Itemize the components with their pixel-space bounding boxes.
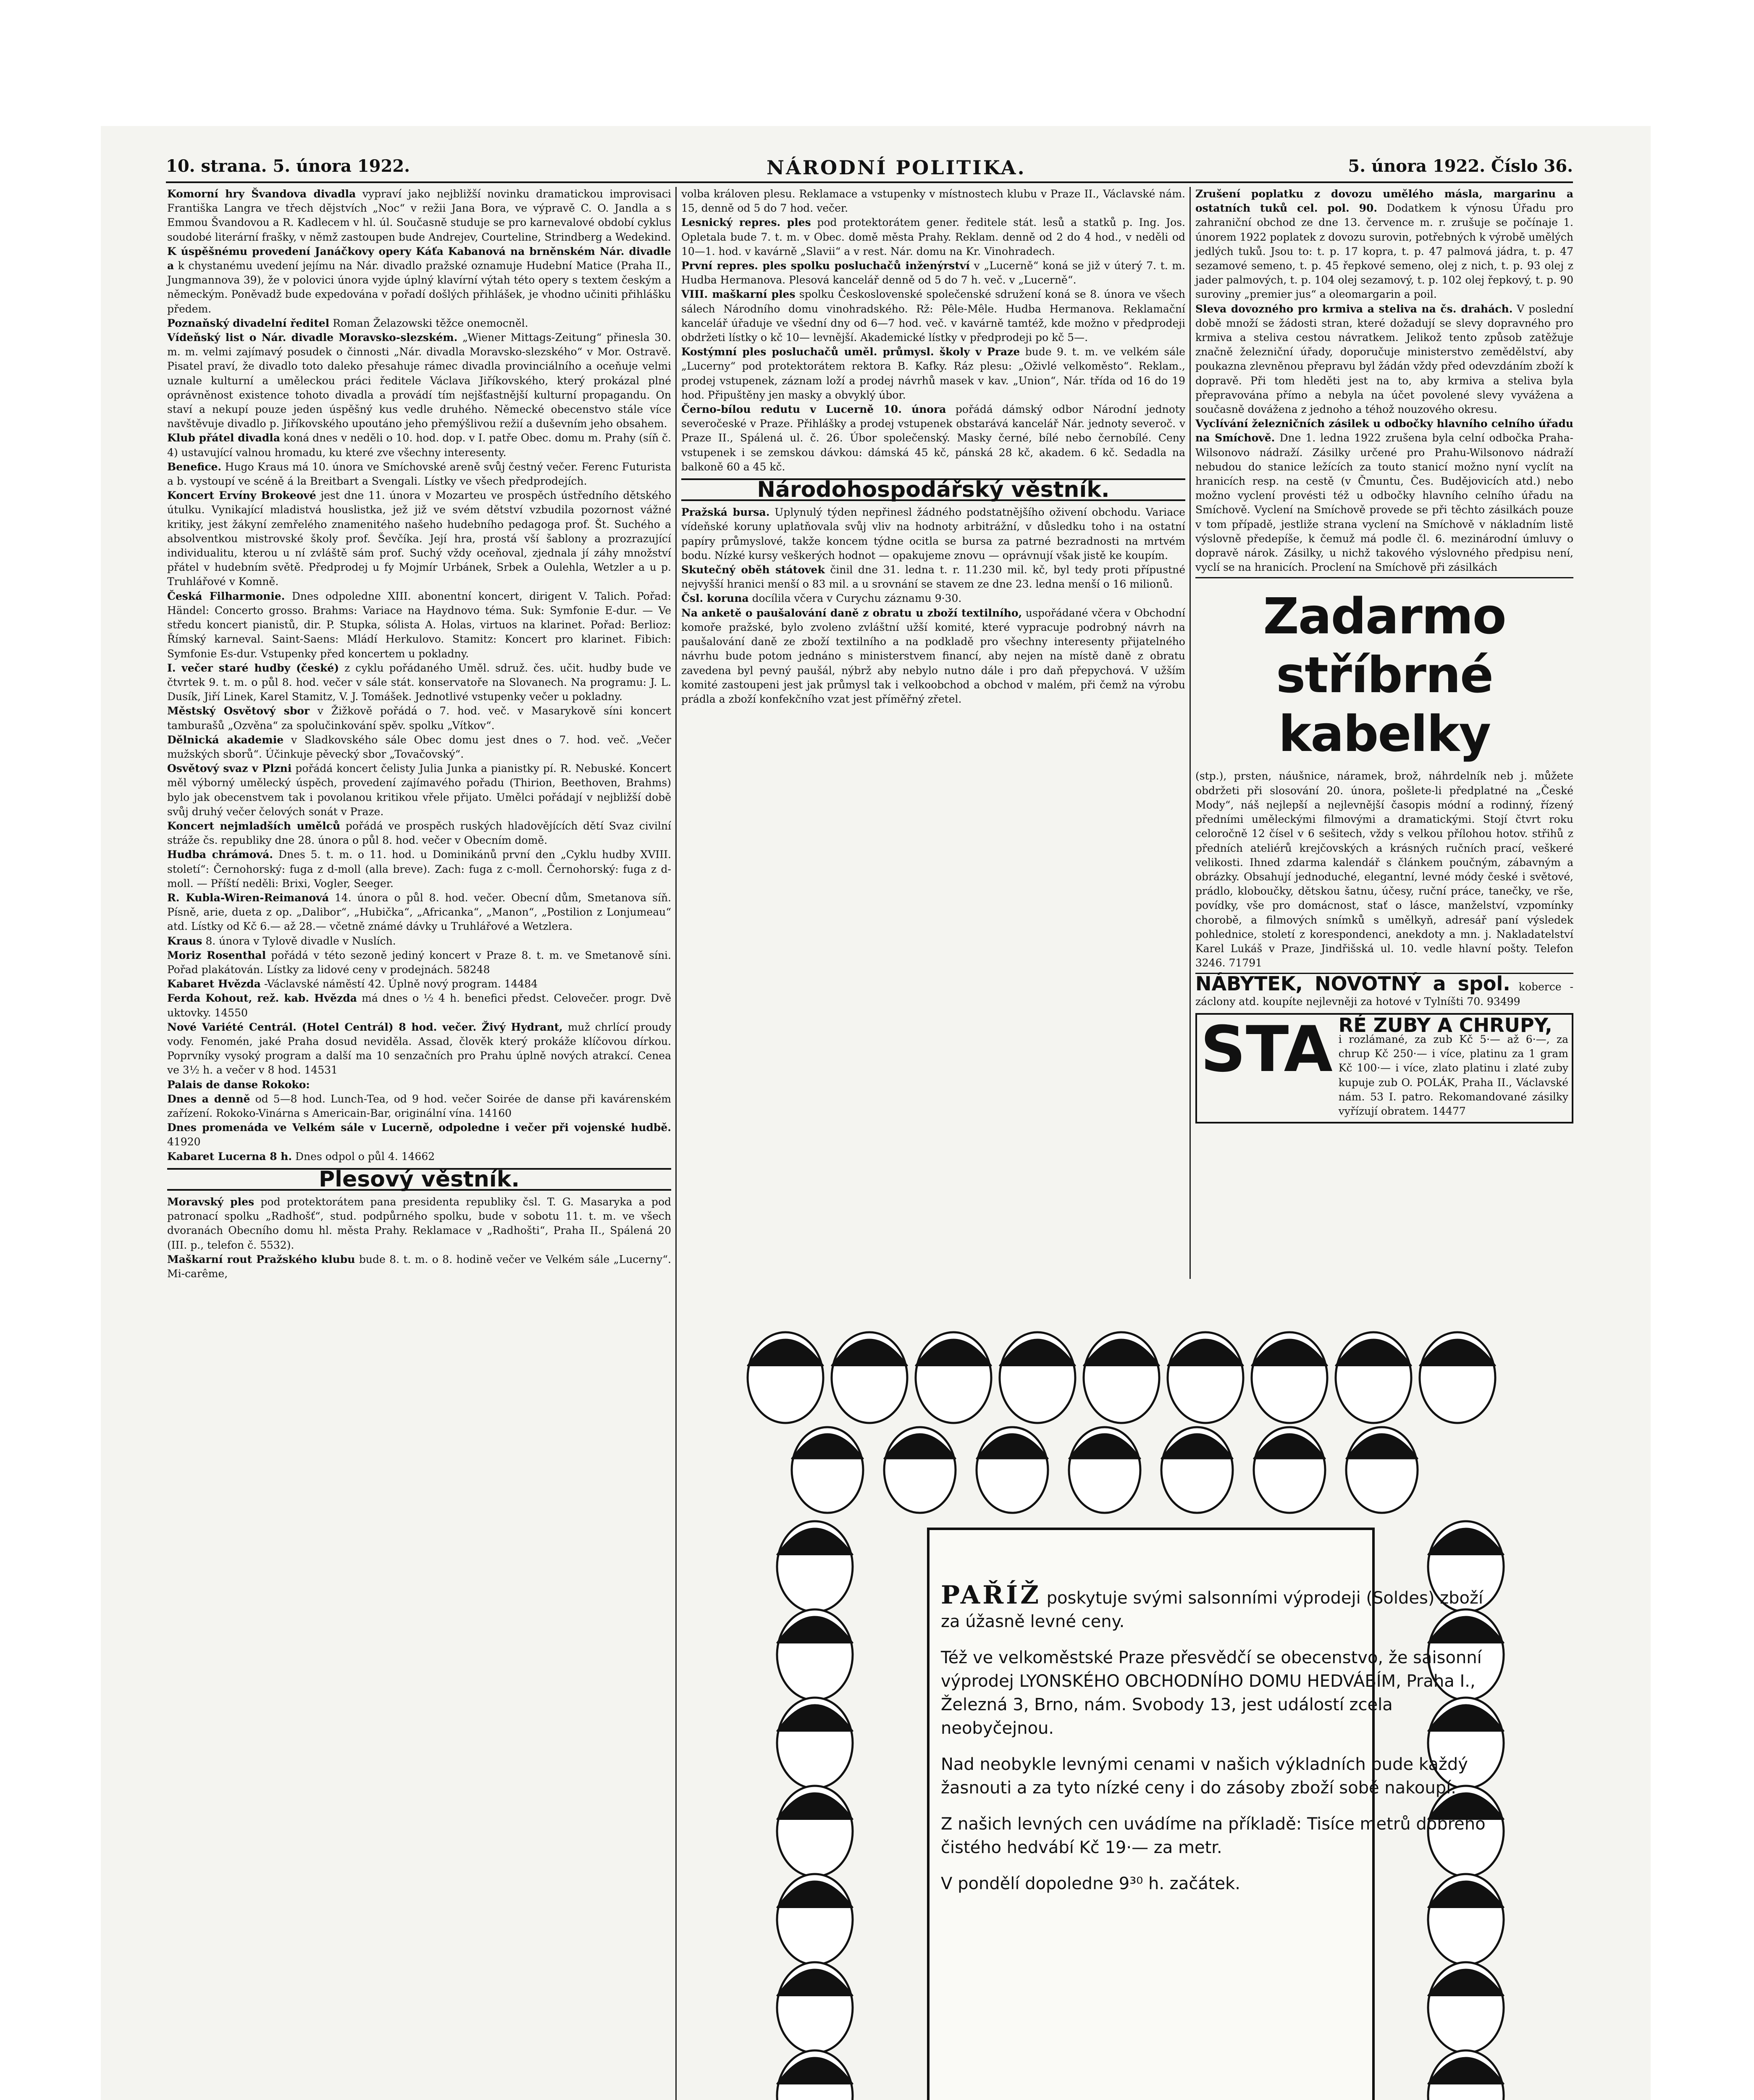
article-text: 8. února v Tylově divadle v Nuslích.: [205, 934, 396, 947]
nabytek-text: koberce - záclony atd. koupíte nejlevněji za hotové v Tylníšti 70. 93499: [1195, 981, 1574, 1008]
article-text: Dne 1. ledna 1922 zrušena byla celní odbočka Praha-Wilsonovo nádraží. Zásilky určené pro Prahu-Wilsonovo nádraží nebudou do stanice ležících za touto stanicí možno nyní vyclít na hranicích resp. na cestě (v Čmuntu, Čes. Budějovicích atd.) nebo možno vyclení provésti též u odbočky hlavního celního úřadu na Smíchově. Vyclení na Smíchově provede se při těchto zásilkách pouze v tom případě, jestliže strana vyclení na Smíchově v nákladním listě výslovně předepíše, k čemuž má podle čl. 6. mezinárodní úmluvy o dopravě nárok. Zásilky, u nichž takového výslovného předpisu není, vyclí se na hranicích. Proclení na Smíchově při zásilkách: [1195, 432, 1574, 574]
article-text: muž chrlící proudy vody. Fenomén, jaké Praha dosud neviděla. Assad, člověk který prokáže klíčovou dírkou. Poprvníky vysoký program a další ma 10 senzačních pro Prahu úplně nových atrakcí. Cenea ve 3½ h. a večer v 8 hod. 14531: [167, 1021, 672, 1076]
news-item: [167, 661, 671, 704]
article-title: První repres. ples spolku posluchačů inženýrství: [681, 260, 970, 272]
article-title: Na anketě o paušalování daně z obratu u zboží textilního,: [681, 606, 1022, 619]
article-text: od 5—8 hod. Lunch-Tea, od 9 hod. večer Soirée de danse při kavárenském zařízení. Rokoko-Vinárna s Americain-Bar, originální vína. 14160: [167, 1092, 672, 1119]
article-title: Moravský ples: [167, 1196, 255, 1208]
article-text: 14. února o půl 8. hod. večer. Obecní dům, Smetanova síň. Písně, arie, dueta z op. „Dalibor“, „Hubička“, „Africanka“, „Manon“, „Postilion z Lonjumeau“ atd. Lístky od Kč 6.— až 28.— včetně známé dávky u Truhlářové a Wetzlera.: [167, 891, 671, 933]
trade-news: [1195, 187, 1573, 575]
article-text: činil dne 31. ledna t. r. 11.230 mil. kč, byl tedy proti přípustné nejvyšší hranici menší o 83 mil. a u srovnání se stavem ze dne 23. ledna menší o 16 milionů.: [681, 564, 1186, 591]
article-text: Dnes 5. t. m. o 11. hod. u Dominikánů první den „Cyklu hudby XVIII. století“: Černohorský: fuga z d-moll (alla breve). Zach: fuga z c-moll. Černohorský: fuga z d-moll. — Příští neděli: Brixi, Vogler, Seeger.: [167, 848, 671, 890]
article-text: Uplynulý týden nepřinesl žádného podstatnějšího oživení obchodu. Variace vídeňské koruny uplatňovala svůj vliv na hodnoty arbitrážní, v důsledku toho i na ostatní papíry průmyslové, takže koncem týdne ocitla se bursa za patrné bezradnosti na mrtvém bodu. Nízké kursy veškerých hodnot — opakujeme znovu — oprávnují však jistě ke koupím.: [681, 506, 1185, 562]
economy-item: [681, 505, 1185, 563]
article-text: bude 8. t. m. o 8. hodině večer ve Velkém sále „Lucerny“. Mi-carême,: [167, 1253, 671, 1280]
news-item: [1195, 302, 1573, 417]
article-title: I. večer staré hudby (české): [167, 662, 339, 674]
article-title: Osvětový svaz v Plzni: [167, 762, 292, 775]
ad-item: [167, 991, 671, 1020]
zuby-big-letters: STA: [1200, 1013, 1333, 1086]
header-left: 10. strana. 5. února 1922.: [166, 156, 410, 176]
article-text: koná dnes v neděli o 10. hod. dop. v I. patře Obec. domu m. Prahy (síň č. 4) ustavující valnou hromadu, ku které zve všechny interesenty.: [167, 432, 671, 459]
ad-item: [167, 977, 671, 991]
article-text: v Žižkově pořádá o 7. hod. več. v Masarykově síni koncert tamburašů „Ozvěna“ za spolučinkování spěv. spolku „Vítkov“.: [167, 705, 671, 732]
article-text: Roman Želazowski těžce onemocněl.: [333, 317, 528, 329]
article-title: Kostýmní ples posluchačů uměl. průmysl. školy v Praze: [681, 346, 1020, 358]
economy-item: [681, 606, 1185, 706]
article-title: Dnes promenáda ve Velkém sále v Lucerně, odpoledne i večer při vojenské hudbě.: [167, 1121, 671, 1134]
article-text: jest dne 11. února v Mozarteu ve prospěch ústředního dětského útulku. Vynikající mladistvá houslistka, jež již ve svém dětství vzbudila pozornost vážné kritiky, jest žákyní zemřelého znamenitého našeho hudebního pedagoga prof. Št. Suchého a absolventkou mistrovské školy prof. Ševčíka. Její hra, prostá vší šablony a prozrazující individualitu, kterou u ní zvláště sám prof. Suchý vždy oceňoval, zjednala jí záhy množství přátel v hudebním světě. Předprodej u fy Mojmír Urbánek, Srbek a Oulehla, Wetzler a u p. Truhlářové v Komně.: [167, 489, 671, 588]
article-title: Zrušení poplatku z dovozu umělého másla, margarinu a ostatních tuků cel. pol. 90.: [1195, 188, 1573, 215]
news-item: [167, 848, 671, 891]
ad-item: [167, 934, 671, 948]
article-title: Nové Variété Centrál. (Hotel Centrál) 8 hod. večer. Živý Hydrant,: [167, 1021, 563, 1033]
ad-item: [167, 1121, 671, 1149]
column-1: [167, 187, 671, 1281]
article-title: R. Kubla-Wiren-Reimanová: [167, 891, 329, 904]
news-item: [167, 733, 671, 761]
article-title: Městský Osvětový sbor: [167, 705, 310, 717]
article-title: VIII. maškarní ples: [681, 288, 796, 301]
news-item: [167, 761, 671, 819]
article-title: Koncert Ervíny Brokeové: [167, 489, 316, 502]
ad-item: [167, 948, 671, 977]
paris-paragraph-4: Z našich levných cen uvádíme na příkladě: Tisíce metrů dobrého čistého hedvábí Kč 19·— za metr.: [941, 1814, 1486, 1857]
article-title: Dělnická akademie: [167, 733, 284, 746]
ball-heading: Plesový věstník.: [167, 1168, 671, 1191]
news-item: [167, 488, 671, 589]
ball-item: [167, 1195, 671, 1252]
zuby-text: i rozlámané, za zub Kč 5·— až 6·—, za chrup Kč 250·— i více, platinu za 1 gram Kč 100·— i více, zlato platinu i zlaté zuby kupuje zub O. POLÁK, Praha II., Václavské nám. 53 I. patro. Rekomandované zásilky vyřízují obratem. 14477: [1338, 1033, 1568, 1117]
ball-news-continued: [681, 187, 1185, 474]
economy-item: [681, 591, 1185, 606]
paris-paragraph-5: V pondělí dopoledne 9³⁰ h. začátek.: [941, 1874, 1240, 1893]
article-text: v Sladkovského sále Obec domu jest dnes o 7. hod. več. „Večer mužských sborů“. Účinkuje pěvecký sbor „Tovačovský“.: [167, 733, 671, 760]
economy-item: [681, 563, 1185, 591]
article-text: pořádá koncert čelisty Julia Junka a pianistky pí. R. Nebuské. Koncert měl výborný umělecký úspěch, provedení zajímavého pořadu (Thirion, Beethoven, Brahms) bylo jak obecenstvem tak i povolanou kritikou vřele přijato. Umělci pořádají v nejbližší době svůj druhý večer čelových sonát v Praze.: [167, 762, 671, 818]
article-title: K úspěšnému provedení Janáčkovy opery Káťa Kabanová na brněnském Nár. divadle a: [167, 245, 671, 272]
news-item: [167, 460, 671, 488]
page-header: [166, 156, 1573, 181]
article-text: V poslední době množí se žádosti stran, které dožadují se slevy dopravného pro krmiva a steliva cestou návratkem. Jelikož tento způsob zatěžuje značně železniční úřady, doporučuje ministerstvo zemědělství, aby poukazna zlevněnou přepravu byl žádán vždy před odevzdáním zboží k dopravě. Při tom hleděti jest na to, aby krmiva a steliva byla přepravována přímo a nebyla na účet povolené slevy vyvážena a současně dovážena z jednoho a téhož nouzového okresu.: [1195, 302, 1574, 416]
column-divider: [1189, 187, 1191, 1279]
article-text: volba královen plesu. Reklamace a vstupenky v místnostech klubu v Praze II., Václavské nám. 15, denně od 5 do 7 hod. večer.: [681, 188, 1185, 215]
article-title: Ferda Kohout, rež. kab. Hvězda: [167, 992, 357, 1005]
kabelky-text: (stp.), prsten, náušnice, náramek, brož, náhrdelník neb j. můžete obdržeti při slosování 20. února, pošlete-li předplatné na „České Mody“, náš nejlepší a nejlevnější časopis módní a rodinný, řízený předními uměleckými filmovými a dramatickými. Stojí čtvrt roku celoročně 12 čísel v 6 sešitech, vždy s velkou přílohou hotov. střihů z předních ateliérů krejčovských a krásných ručních prací, veškeré velikosti. Ihned zdarma kalendář s článkem poučným, zábavným a obrázky. Obsahují jednoduché, elegantní, levné módy české i světové, prádlo, kloboučky, dětskou šatnu, účesy, ruční práce, tanečky, ve rše, povídky, vše pro domácnost, stať o lásce, manželství, vzpomínky chorobě, a filmových snímků s umělkyň, adresář paní výsledek pohlednice, století z korespondenci, anekdoty a mn. j. Nakladatelství Karel Lukáš v Praze, Jindřišská ul. 10. vedle hlavní pošty. Telefon 3246. 71791: [1195, 770, 1573, 969]
economy-news: [681, 505, 1185, 706]
article-text: uspořádané včera v Obchodní komoře pražské, bylo zvoleno zvláštní užší komité, které vypracuje podrobný návrh na paušalování daně ze zboží textilního a na podkladě pro všechny interesenty přijatelného návrhu bude potom jednáno s ministerstvem financí, aby nejen na místě daně z obratu zavedena byl pevný paušál, nýbrž aby nebylo nutno dále i pro daň přepychová. V užším komité zastoupeni jest jak průmysl tak i velkoobchod a obchod v malém, při čemž na výrobu prádla a zboží konfekčního vzat jest příměřný zřetel.: [681, 606, 1185, 705]
article-text: pod protektorátem pana presidenta republiky čsl. T. G. Masaryka a pod patronací spolku „Radhošť“, stud. podpůrného spolku, bude v sobotu 11. t. m. ve všech dvoranách Obecního domu hl. města Prahy. Reklamace v „Radhošti“, Praha II., Spálená 20 (III. p., telefon č. 5532).: [167, 1196, 671, 1251]
ad-item: [167, 891, 671, 934]
zuby-ad: [1195, 1013, 1573, 1124]
ball-item: [681, 215, 1185, 259]
ball-item: [681, 259, 1185, 287]
news-item: [167, 244, 671, 316]
column-2: [681, 187, 1185, 706]
article-text: Dnes odpoledne XIII. abonentní koncert, dirigent V. Talich. Pořad: Händel: Concerto grosso. Brahms: Variace na Haydnovo téma. Suk: Symfonie E-dur. — Ve středu koncert pianistů, dir. P. Stupka, sólista A. Holas, virtuos na klarinet. Pořad: Berlioz: Římský karneval. Saint-Saens: Mládí Herkulovo. Stamitz: Koncert pro klarinet. Fibich: Symfonie Es-dur. Vstupenky před koncertem u pokladny.: [167, 590, 671, 660]
article-text: má dnes o ½ 4 h. benefici předst. Celovečer. progr. Dvě uktovky. 14550: [167, 992, 671, 1019]
header-rule: [166, 181, 1573, 183]
news-item: [167, 187, 671, 244]
ball-item: [167, 1252, 671, 1281]
news-item: [167, 331, 671, 431]
article-title: Kabaret Lucerna 8 h.: [167, 1150, 292, 1163]
ad-item: [167, 1092, 671, 1121]
article-title: Benefice.: [167, 460, 222, 473]
ball-item: [681, 402, 1185, 474]
article-text: pořádá v této sezoně jediný koncert v Praze 8. t. m. ve Smetanově síni. Pořad plakátován. Lístky za lidové ceny v prodejnách. 58248: [167, 949, 671, 976]
header-right: 5. února 1922. Číslo 36.: [1348, 156, 1573, 176]
news-item: [167, 589, 671, 661]
article-title: Sleva dovozného pro krmiva a steliva na čs. drahách.: [1195, 302, 1513, 315]
theatre-news: [167, 187, 671, 891]
kabelky-ad: [1195, 577, 1573, 970]
article-title: Lesnický repres. ples: [681, 216, 811, 229]
article-text: Hugo Kraus má 10. února ve Smíchovské areně svůj čestný večer. Ferenc Futurista a b. vystoupí ve scéně á la Breitbart a Svengali. Lístky ve všech předprodejích.: [167, 460, 671, 488]
article-text: bude 9. t. m. ve velkém sále „Lucerny“ pod protektorátem rektora B. Kafky. Ráz plesu: „Oživlé velkoměsto“. Reklam., prodej vstupenek, záznam loží a prodej návrhů masek v kav. „Union“, Nár. třída od 16 do 19 hod. Připuštěny jen masky a obvyklý úbor.: [681, 346, 1186, 401]
article-title: Dnes a denně: [167, 1092, 250, 1105]
article-title: Česká Filharmonie.: [167, 590, 285, 602]
article-title: Vyclívání železničních zásilek u odbočky hlavního celního úřadu na Smíchově.: [1195, 417, 1573, 444]
article-text: pod protektorátem gener. ředitele stát. lesů a statků p. Ing. Jos. Opletala bude 7. t. m. v Obec. domě města Prahy. Reklam. denně od 2 do 4 hod., v neděli od 10—1. hod. v kavárně „Slavii“ a v rest. Nár. domu na Kr. Vinohradech.: [681, 216, 1185, 257]
article-text: vypraví jako nejbližší novinku dramatickou improvisaci Františka Langra ve třech dějstvích „Noc“ v režii Jana Bora, ve výpravě C. O. Jandla a s Emmou Švandovou a R. Kadlecem v hl. úl. Současně studuje se pro karnevalové období cyklus soudobé literární frašky, v němž zastoupen bude Andrejev, Courteline, Strindberg a Wedekind.: [167, 188, 671, 243]
article-text: pořádá dámský odbor Národní jednoty severočeské v Praze. Přihlášky a prodej vstupenek obstarává kancelář Nár. jednoty severoč. v Praze II., Spálená ul. č. 26. Úbor společenský. Masky černé, bílé nebo černobílé. Ceny vstupenek i se zemskou dávkou: dámská 45 kč, pánská 28 kč, akadem. 6 kč. Sedadla na balkoně 60 a 45 kč.: [681, 403, 1185, 473]
article-title: Poznaňský divadelní ředitel: [167, 317, 330, 329]
entertainment-ads: [167, 891, 671, 1164]
ad-item: [167, 1078, 671, 1092]
ad-item: [167, 1020, 671, 1078]
column-3: [1195, 187, 1573, 1124]
article-text: Dodatkem k výnosu Úřadu pro zahraniční obchod ze dne 13. července m. r. zrušuje se počínaje 1. únorem 1922 poplatek z dovozu surovin, potřebných k výrobě umělých jedlých tuků. Jsou to: t. p. 17 kopra, t. p. 47 palmová jádra, t. p. 47 sezamové semeno, t. p. 45 řepkové semeno, olej z nich, t. p. 93 olej z jader palmových, t. p. 104 olej sezamový, t. p. 102 olej řepkový, t. p. 90 suroviny „premier jus“ a oleomargarin a poil.: [1195, 202, 1573, 301]
news-item: [167, 316, 671, 331]
nabytek-ad: [1195, 973, 1573, 1008]
article-title: Vídeňský list o Nár. divadle Moravsko-slezském.: [167, 331, 458, 344]
ball-news: [167, 1195, 671, 1281]
article-title: Palais de danse Rokoko:: [167, 1078, 310, 1091]
news-item: [167, 431, 671, 459]
article-title: Komorní hry Švandova divadla: [167, 188, 356, 200]
news-item: [1195, 417, 1573, 575]
economy-heading: Národohospodářský věstník.: [681, 478, 1185, 501]
article-text: spolku Československé společenské sdružení koná se 8. února ve všech sálech Národního domu vinohradského. Rž: Pêle-Mêle. Hudba Hermanova. Reklamační kancelář úřaduje ve všední dny od 6—7 hod. več. v kavárně tamtéž, kde možno v předprodeji obdržeti lístky o kč 10— levnější. Akademické lístky v předprodeji po kč 5—.: [681, 288, 1185, 344]
zuby-title: RÉ ZUBY A CHRUPY,: [1338, 1013, 1552, 1037]
article-title: Pražská bursa.: [681, 506, 770, 519]
article-text: -Václavské náměstí 42. Úplně nový program. 14484: [264, 978, 538, 990]
article-text: docílila včera v Curychu záznamu 9·30.: [752, 592, 962, 605]
article-title: Kabaret Hvězda: [167, 978, 261, 990]
article-text: Dnes odpol o půl 4. 14662: [295, 1150, 435, 1163]
paris-paragraph-2: Též ve velkoměstské Praze přesvědčí se obecenstvo, že saisonní výprodej LYONSKÉHO OBCHODNÍHO DOMU HEDVÁBÍM, Praha I., Železná 3, Brno, nám. Svobody 13, jest událostí zcela neobyčejnou.: [941, 1648, 1482, 1738]
paris-intro: poskytuje svými salsonními výprodeji (Soldes) zboží za úžasně levné ceny.: [941, 1588, 1484, 1631]
article-text: v „Lucerně“ koná se již v úterý 7. t. m. Hudba Hermanova. Plesová kancelář denně od 5 do 7 h. več. v „Lucerně“.: [681, 260, 1185, 286]
article-title: Hudba chrámová.: [167, 848, 273, 861]
article-text: k chystanému uvedení jejímu na Nár. divadlo pražské oznamuje Hudební Matice (Praha II., Jungmannova 39), že v polovici února vyjde úplný klavírní výtah této opery s textem českým a německým. Poněvadž bude expedována v pořadí došlých přihlášek, je vhodno učiniti přihlášku předem.: [167, 260, 671, 315]
article-title: Čsl. koruna: [681, 592, 749, 605]
nabytek-title: NÁBYTEK, NOVOTNÝ a spol.: [1195, 972, 1510, 995]
kabelky-headline: Zadarmo stříbrné kabelky: [1263, 587, 1506, 763]
article-title: Maškarní rout Pražského klubu: [167, 1253, 355, 1265]
news-item: [167, 704, 671, 732]
ad-item: [167, 1150, 671, 1164]
article-title: Moriz Rosenthal: [167, 949, 266, 961]
paris-ad-text: [941, 1580, 1487, 1908]
article-text: „Wiener Mittags-Zeitung“ přinesla 30. m. m. velmi zajímavý posudek o činnosti „Nár. divadla Moravsko-slezského“ v Mor. Ostravě. Pisatel praví, že divadlo toto daleko přesahuje rámec divadla provinciálního a oceňuje velmi uznale kulturní a uměleckou práci ředitele Václava Jiříkovského, který prokázal plné oprávněnost existence tohoto divadla a provádí tím nejšťastnější kulturní propagandu. On staví a nekupí pouze jeden úspěšný kus vedle druhého. Německé obecenstvo stále více navštěvuje divadlo p. Jiříkovského upoutáno jeho přemýšlivou režií a duševním jeho obsahem.: [167, 331, 672, 430]
news-item: [1195, 187, 1573, 302]
article-text: pořádá ve prospěch ruských hladovějících dětí Svaz civilní stráže čs. republiky dne 28. února o půl 8. hod. večer v Obecním domě.: [167, 819, 671, 847]
article-title: Skutečný oběh státovek: [681, 564, 825, 576]
ball-item: [681, 187, 1185, 215]
news-item: [167, 819, 671, 848]
article-title: Kraus: [167, 934, 202, 947]
ball-item: [681, 345, 1185, 402]
masthead-title: NÁRODNÍ POLITIKA.: [767, 156, 1026, 179]
article-text: 41920: [167, 1136, 201, 1148]
article-text: z cyklu pořádaného Uměl. sdruž. čes. učit. hudby bude ve čtvrtek 9. t. m. o půl 8. hod. večer v sále stát. konservatoře na Slovanech. Na programu: J. L. Dusík, Jiří Linek, Karel Stamitz, V. J. Tomášek. Jednotlivé vstupenky večer u pokladny.: [167, 662, 671, 703]
paris-title: PAŘÍŽ: [941, 1580, 1042, 1610]
article-title: Černo-bílou redutu v Lucerně 10. února: [681, 403, 946, 416]
paris-paragraph-3: Nad neobykle levnými cenami v našich výkladních bude každý žasnouti a za tyto nízké ceny i do zásoby zboží sobě nakoupí.: [941, 1755, 1468, 1798]
article-title: Klub přátel divadla: [167, 432, 281, 444]
column-divider: [675, 187, 677, 2100]
article-title: Koncert nejmladších umělců: [167, 819, 341, 832]
ball-item: [681, 287, 1185, 345]
